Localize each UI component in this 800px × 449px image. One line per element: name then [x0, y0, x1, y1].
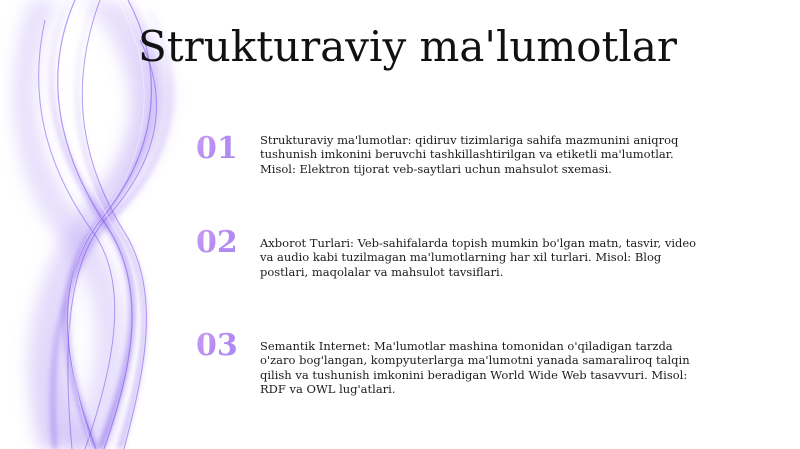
item-number: 01: [196, 133, 256, 165]
page-title: Strukturaviy ma'lumotlar: [138, 22, 677, 71]
item-text: Semantik Internet: Ma'lumotlar mashina tomonidan o'qiladigan tarzda o'zaro bog'langan, kompyuterlarga ma'lumotni yanada samaraliroq talqin qilish va tushunish imkonini beradigan World Wide Web tasavvuri. Misol: RDF va OWL lug'atlari.: [260, 339, 690, 397]
item-number: 02: [196, 227, 256, 259]
item-text: Axborot Turlari: Veb-sahifalarda topish mumkin bo'lgan matn, tasvir, video va audio kabi tuzilmagan ma'lumotlarning har xil turlari. Misol: Blog postlari, maqolalar va mahsulot tavsiflari.: [260, 236, 697, 279]
item-text: Strukturaviy ma'lumotlar: qidiruv tizimlariga sahifa mazmunini aniqroq tushunish imkonini beruvchi tashkillashtirilgan va etiketli ma'lumotlar. Misol: Elektron tijorat veb-saytlari uchun mahsulot sxemasi.: [260, 133, 679, 176]
item-number: 03: [196, 330, 256, 362]
